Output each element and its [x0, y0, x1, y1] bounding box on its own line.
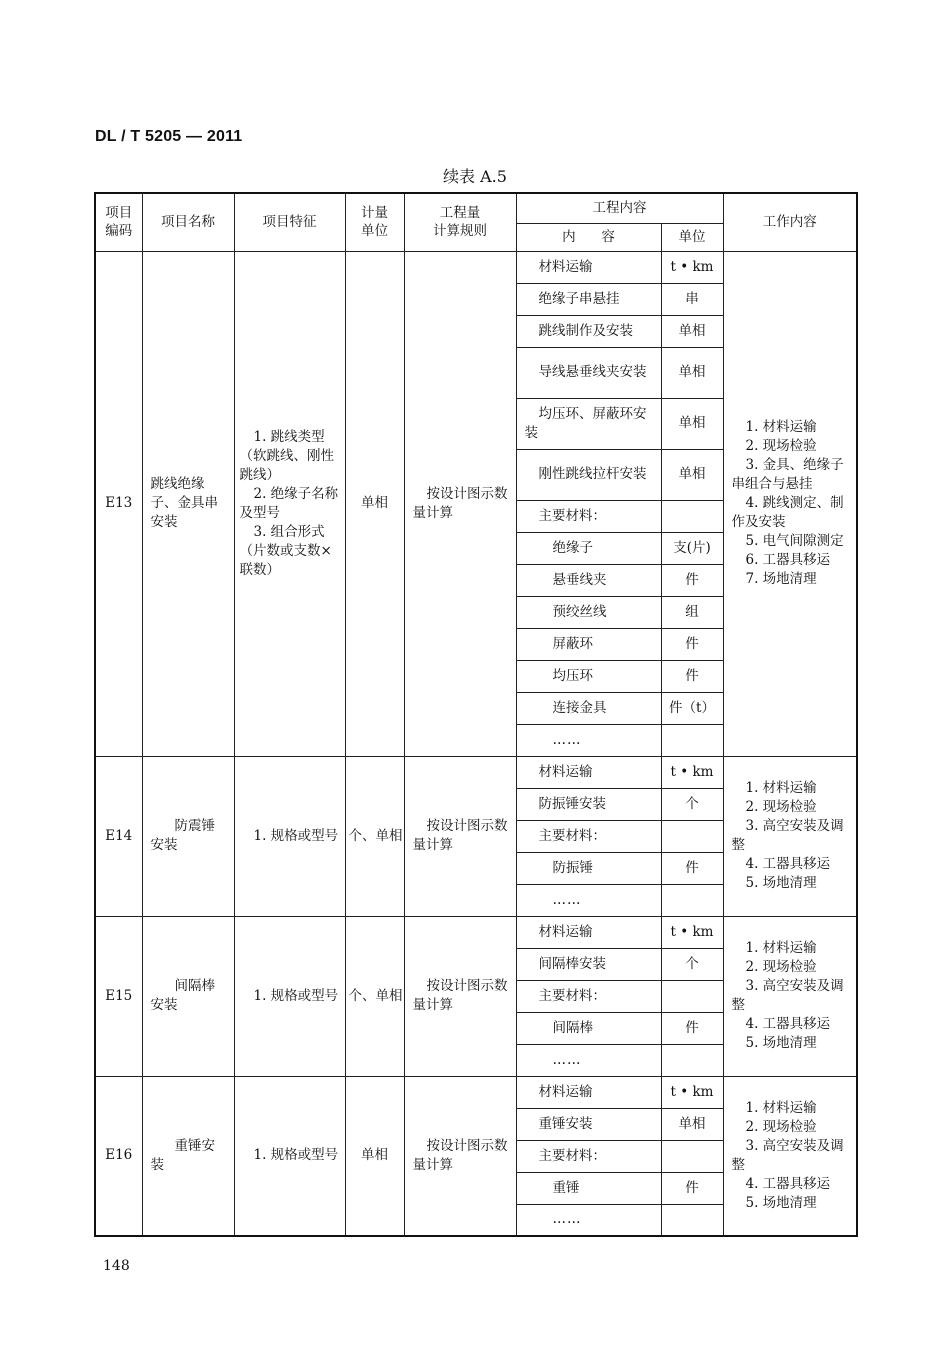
item-code: E16 [95, 1076, 142, 1236]
spec-table [94, 192, 858, 1237]
item-features [234, 1076, 345, 1236]
item-unit: 个、单相 [345, 916, 404, 1076]
content-unit: 组 [661, 596, 723, 628]
content-item: 主要材料： [516, 980, 661, 1012]
content-item: 屏蔽环 [516, 628, 661, 660]
content-unit: 单相 [661, 347, 723, 398]
work-line: 3. 高空安装及调整 [731, 818, 844, 853]
content-unit [661, 500, 723, 532]
content-unit: 个 [661, 948, 723, 980]
work-line: 3. 高空安装及调整 [731, 1137, 844, 1173]
item-name: 跳线绝缘子、金具串安装 [142, 251, 234, 756]
content-item: 主要材料： [516, 500, 661, 532]
content-item: 材料运输 [516, 1076, 661, 1108]
table-body [95, 251, 857, 1236]
content-unit: 单相 [661, 315, 723, 347]
header-code: 项目 编码 [95, 193, 142, 251]
content-item: 绝缘子串悬挂 [516, 283, 661, 315]
work-line: 2. 现场检验 [745, 799, 817, 815]
content-unit: 件 [661, 1012, 723, 1044]
content-item: 材料运输 [516, 251, 661, 283]
work-content [723, 251, 857, 756]
content-unit: 件（t） [661, 692, 723, 724]
work-line: 4. 工器具移运 [745, 1016, 831, 1032]
item-code: E13 [95, 251, 142, 756]
work-line: 2. 现场检验 [745, 1118, 817, 1135]
item-features [234, 756, 345, 916]
item-rule: 按设计图示数量计算 [404, 1076, 516, 1236]
header-rule: 工程量 计算规则 [404, 193, 516, 251]
work-line: 3. 金具、绝缘子串组合与悬挂 [731, 457, 844, 492]
content-unit: t • km [661, 251, 723, 283]
work-line: 5. 电气间隙测定 [745, 533, 844, 549]
content-unit: t • km [661, 756, 723, 788]
work-content [723, 756, 857, 916]
work-content [723, 1076, 857, 1236]
work-line: 3. 高空安装及调整 [731, 978, 844, 1013]
item-name: 防震锤安装 [142, 756, 234, 916]
content-item: 跳线制作及安装 [516, 315, 661, 347]
content-item: 防振锤 [516, 852, 661, 884]
work-line: 7. 场地清理 [745, 571, 817, 587]
item-name: 间隔棒安装 [142, 916, 234, 1076]
content-unit: t • km [661, 1076, 723, 1108]
content-item: …… [516, 1204, 661, 1236]
work-line: 5. 场地清理 [745, 1035, 817, 1051]
header-content-unit: 单位 [661, 223, 723, 251]
item-name: 重锤安装 [142, 1076, 234, 1236]
work-line: 1. 材料运输 [745, 940, 817, 956]
content-unit [661, 724, 723, 756]
content-unit: 单相 [661, 1108, 723, 1140]
work-content [723, 916, 857, 1076]
content-unit: 件 [661, 852, 723, 884]
header-name: 项目名称 [142, 193, 234, 251]
content-item: 导线悬垂线夹安装 [516, 347, 661, 398]
work-line: 4. 跳线测定、制作及安装 [731, 495, 844, 530]
content-unit: 件 [661, 628, 723, 660]
content-unit [661, 820, 723, 852]
work-line: 5. 场地清理 [745, 1194, 817, 1211]
work-line: 1. 材料运输 [745, 780, 817, 796]
content-unit: 单相 [661, 449, 723, 500]
header-unit: 计量 单位 [345, 193, 404, 251]
content-item: 间隔棒 [516, 1012, 661, 1044]
work-line: 4. 工器具移运 [745, 1175, 831, 1192]
header-content-group: 工程内容 [516, 193, 723, 223]
work-line: 1. 材料运输 [745, 419, 817, 435]
content-item: 悬垂线夹 [516, 564, 661, 596]
content-item: 连接金具 [516, 692, 661, 724]
content-item: 间隔棒安装 [516, 948, 661, 980]
header-work: 工作内容 [723, 193, 857, 251]
content-item: 材料运输 [516, 916, 661, 948]
work-line: 6. 工器具移运 [745, 552, 831, 568]
content-item: 防振锤安装 [516, 788, 661, 820]
work-line: 2. 现场检验 [745, 438, 817, 454]
item-unit: 个、单相 [345, 756, 404, 916]
content-unit: 支(片) [661, 532, 723, 564]
table-row [95, 251, 857, 283]
content-item: 预绞丝线 [516, 596, 661, 628]
feature-line: 1. 规格或型号 [253, 827, 339, 844]
content-unit: t • km [661, 916, 723, 948]
feature-line: 1. 规格或型号 [253, 1147, 339, 1164]
feature-line: 1. 跳线类型（软跳线、刚性跳线） [239, 428, 334, 483]
content-unit: 件 [661, 564, 723, 596]
content-unit [661, 1140, 723, 1172]
content-item: 均压环、屏蔽环安装 [516, 398, 661, 449]
content-unit [661, 884, 723, 916]
item-rule: 按设计图示数量计算 [404, 916, 516, 1076]
content-unit: 串 [661, 283, 723, 315]
content-unit: 件 [661, 1172, 723, 1204]
content-unit: 个 [661, 788, 723, 820]
work-line: 4. 工器具移运 [745, 856, 831, 872]
table-row [95, 916, 857, 948]
work-line: 1. 材料运输 [745, 1099, 817, 1116]
content-item: 均压环 [516, 660, 661, 692]
item-rule: 按设计图示数量计算 [404, 756, 516, 916]
content-item: 材料运输 [516, 756, 661, 788]
content-unit [661, 1044, 723, 1076]
item-rule: 按设计图示数量计算 [404, 251, 516, 756]
content-item: …… [516, 1044, 661, 1076]
content-unit [661, 980, 723, 1012]
header-features: 项目特征 [234, 193, 345, 251]
content-unit: 单相 [661, 398, 723, 449]
standard-code: DL / T 5205 — 2011 [95, 128, 243, 145]
content-item: 绝缘子 [516, 532, 661, 564]
table-row [95, 756, 857, 788]
content-item: 刚性跳线拉杆安装 [516, 449, 661, 500]
item-features [234, 916, 345, 1076]
item-code: E14 [95, 756, 142, 916]
content-item: …… [516, 724, 661, 756]
header-content-sub: 内 容 [516, 223, 661, 251]
work-line: 2. 现场检验 [745, 959, 817, 975]
feature-line: 3. 组合形式（片数或支数×联数） [239, 523, 332, 578]
content-item: …… [516, 884, 661, 916]
feature-line: 1. 规格或型号 [253, 987, 339, 1004]
item-code: E15 [95, 916, 142, 1076]
work-line: 5. 场地清理 [745, 875, 817, 891]
item-unit: 单相 [345, 1076, 404, 1236]
content-unit [661, 1204, 723, 1236]
table-row [95, 1076, 857, 1108]
content-item: 重锤 [516, 1172, 661, 1204]
feature-line: 2. 绝缘子名称及型号 [239, 485, 339, 521]
page-number: 148 [103, 1258, 130, 1274]
content-item: 主要材料： [516, 820, 661, 852]
content-item: 主要材料： [516, 1140, 661, 1172]
content-item: 重锤安装 [516, 1108, 661, 1140]
item-unit: 单相 [345, 251, 404, 756]
content-unit: 件 [661, 660, 723, 692]
table-caption: 续表 A.5 [443, 167, 507, 186]
item-features [234, 251, 345, 756]
